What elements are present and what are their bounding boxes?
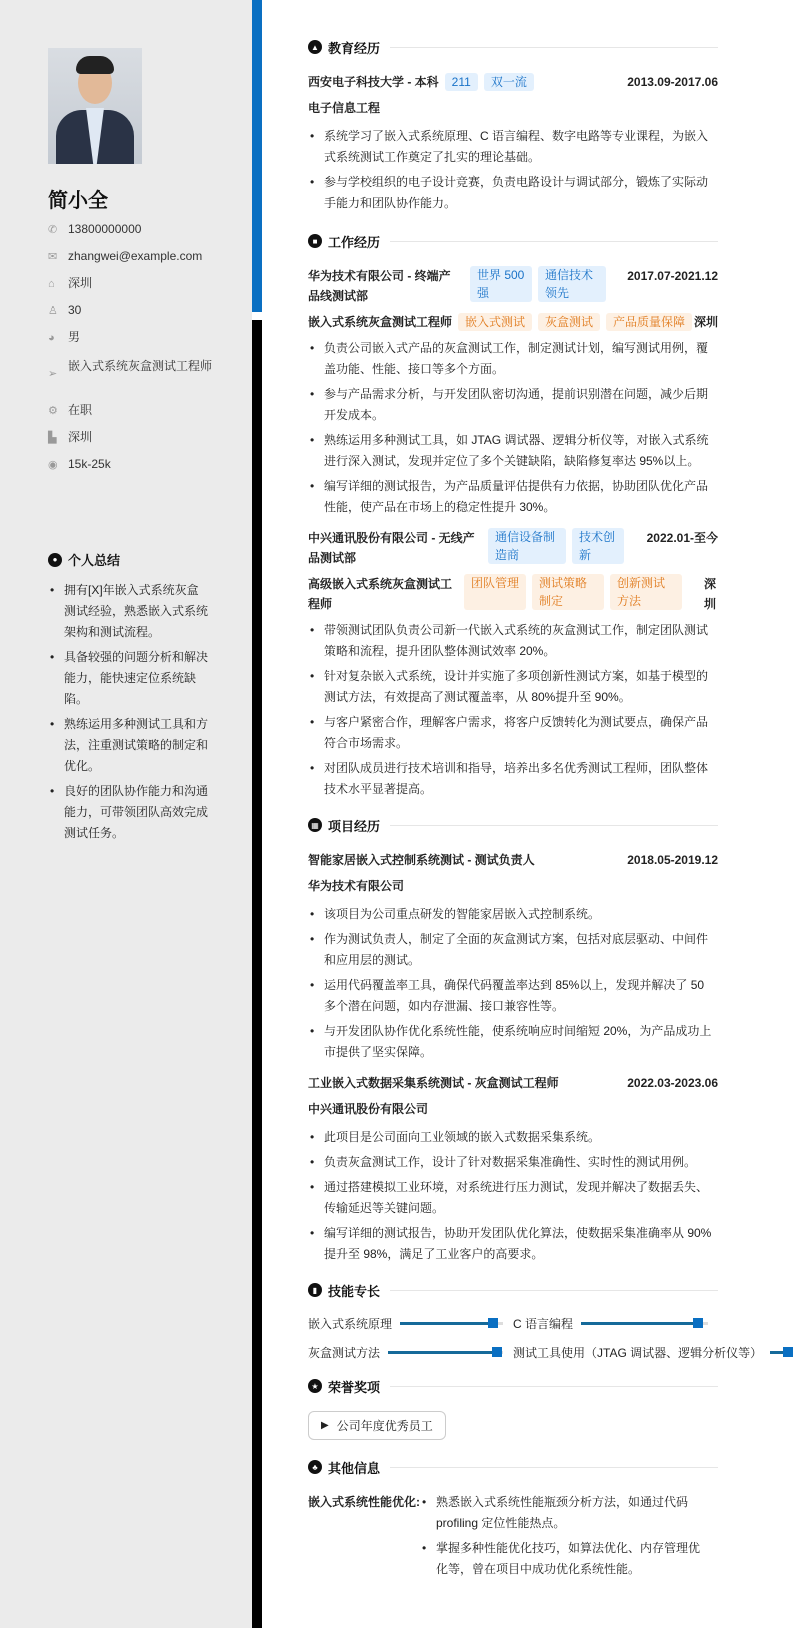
project-entry <box>308 850 718 1063</box>
section-title: 其他信息 <box>328 1460 381 1476</box>
tag: 测试策略制定 <box>532 574 604 610</box>
list-item: • 负责灰盒测试工作，设计了针对数据采集准确性、实时性的测试用例。 <box>308 1152 718 1173</box>
award-icon: ★ <box>308 1379 322 1393</box>
skill-name: C 语言编程 <box>513 1317 574 1331</box>
mail-icon: ✉ <box>48 251 58 263</box>
summary-title: 个人总结 <box>68 553 121 568</box>
accent-bar <box>252 0 262 312</box>
briefcase-icon: ■ <box>308 234 322 248</box>
skill-item <box>308 1344 513 1361</box>
coin-icon: ◉ <box>48 459 58 471</box>
profile-info <box>48 220 218 482</box>
project-entry <box>308 1073 718 1265</box>
list-item: • 负责公司嵌入式产品的灰盒测试工作，制定测试计划，编写测试用例，覆盖功能、性能、接口等多个方面。 <box>308 338 718 380</box>
divider-bar <box>252 320 262 1628</box>
education-heading <box>308 36 718 58</box>
chart-icon: ▮ <box>308 1283 322 1297</box>
main-content <box>308 36 763 1594</box>
job-entry <box>308 528 718 800</box>
list-item: • 作为测试负责人，制定了全面的灰盒测试方案，包括对底层驱动、中间件和应用层的测试。 <box>308 929 718 971</box>
list-item: • 通过搭建模拟工业环境，对系统进行压力测试，发现并解决了数据丢失、传输延迟等关键问题。 <box>308 1177 718 1219</box>
skill-knob <box>783 1347 793 1357</box>
date: 2018.05-2019.12 <box>627 853 718 867</box>
info-icon: ♣ <box>308 1460 322 1474</box>
project-name: 工业嵌入式数据采集系统测试 - 灰盒测试工程师 <box>308 1076 559 1090</box>
list-item: • 编写详细的测试报告，协助开发团队优化算法，使数据采集准确率从 90%提升至 98%，满足了工业客户的高要求。 <box>308 1223 718 1265</box>
tag: 通信技术领先 <box>538 266 606 302</box>
cake-icon: ♙ <box>48 305 58 317</box>
phone: 13800000000 <box>68 222 142 236</box>
gender: 男 <box>68 330 81 344</box>
skills-list <box>308 1315 763 1361</box>
other-info <box>308 1492 718 1594</box>
list-item: • 编写详细的测试报告，为产品质量评估提供有力依据，协助团队优化产品性能，使产品在市场上的稳定性提升 30%。 <box>308 476 718 518</box>
city: 深圳 <box>693 315 718 329</box>
skill-knob <box>492 1347 502 1357</box>
home-icon: ⌂ <box>48 278 55 290</box>
date: 2017.07-2021.12 <box>627 269 718 283</box>
major: 电子信息工程 <box>308 101 381 115</box>
other-heading <box>308 1456 718 1478</box>
tag: 双一流 <box>484 73 534 91</box>
role: 高级嵌入式系统灰盒测试工程师 <box>308 577 453 611</box>
skill-fill <box>581 1322 698 1325</box>
list-item: • 熟悉嵌入式系统性能瓶颈分析方法，如通过代码 profiling 定位性能热点。 <box>420 1492 710 1534</box>
awards-heading <box>308 1375 718 1397</box>
list-item: • 带领测试团队负责公司新一代嵌入式系统的灰盒测试工作，制定团队测试策略和流程，提升团队整体测试效率 20%。 <box>308 620 718 662</box>
projects-heading <box>308 814 718 836</box>
section-title: 项目经历 <box>328 818 381 834</box>
avatar <box>48 48 142 164</box>
list-item: • 与开发团队协作优化系统性能，使系统响应时间缩短 20%，为产品成功上市提供了坚实保障。 <box>308 1021 718 1063</box>
salary: 15k-25k <box>68 457 111 471</box>
list-item: • 良好的团队协作能力和沟通能力，可带领团队高效完成测试任务。 <box>48 781 208 844</box>
skill-fill <box>388 1351 497 1354</box>
skill-name: 测试工具使用（JTAG 调试器、逻辑分析仪等） <box>513 1346 763 1360</box>
list-item: • 参与产品需求分析，与开发团队密切沟通，提前识别潜在问题，减少后期开发成本。 <box>308 384 718 426</box>
skill-name: 灰盒测试方法 <box>308 1346 381 1360</box>
send-icon: ➢ <box>48 368 58 380</box>
skill-knob <box>488 1318 498 1328</box>
play-icon: ▶ <box>321 1420 329 1431</box>
list-item: • 该项目为公司重点研发的智能家居嵌入式控制系统。 <box>308 904 718 925</box>
list-item: • 熟练运用多种测试工具和方法，注重测试策略的制定和优化。 <box>48 714 208 777</box>
job-entry <box>308 266 718 518</box>
tag: 世界 500 强 <box>470 266 532 302</box>
list-item: • 拥有[X]年嵌入式系统灰盒测试经验，熟悉嵌入式系统架构和测试流程。 <box>48 580 208 643</box>
skill-knob <box>693 1318 703 1328</box>
tag: 产品质量保障 <box>606 313 692 331</box>
summary-heading <box>48 550 120 569</box>
work-heading <box>308 230 718 252</box>
section-title: 技能专长 <box>328 1283 381 1299</box>
tag: 灰盒测试 <box>538 313 600 331</box>
list-item: • 运用代码覆盖率工具，确保代码覆盖率达到 85%以上，发现并解决了 50 多个潜在问题，如内存泄漏、接口兼容性等。 <box>308 975 718 1017</box>
role: 嵌入式系统灰盒测试工程师 <box>308 315 453 329</box>
tag: 211 <box>445 73 478 91</box>
skill-bar <box>581 1322 708 1325</box>
status: 在职 <box>68 403 93 417</box>
tag: 创新测试方法 <box>610 574 682 610</box>
user-icon: ● <box>48 553 62 567</box>
company: 华为技术有限公司 <box>308 879 405 893</box>
skill-bar <box>400 1322 503 1325</box>
skill-item <box>513 1315 718 1332</box>
list-item: • 熟练运用多种测试工具，如 JTAG 调试器、逻辑分析仪等，对嵌入式系统进行深入测试，发现并定位了多个关键缺陷，缺陷修复率达 95%以上。 <box>308 430 718 472</box>
tag: 技术创新 <box>572 528 624 564</box>
age: 30 <box>68 303 82 317</box>
location: 深圳 <box>68 276 93 290</box>
skill-bar <box>770 1351 790 1354</box>
project-name: 智能家居嵌入式控制系统测试 - 测试负责人 <box>308 853 535 867</box>
phone-icon: ✆ <box>48 224 58 236</box>
building-icon: ▙ <box>48 432 57 444</box>
list-item: • 参与学校组织的电子设计竞赛，负责电路设计与调试部分，锻炼了实际动手能力和团队协作能力。 <box>308 172 718 214</box>
section-title: 教育经历 <box>328 40 381 56</box>
tag: 嵌入式测试 <box>458 313 532 331</box>
school: 西安电子科技大学 - 本科 <box>308 75 439 89</box>
company: 中兴通讯股份有限公司 - 无线产品测试部 <box>308 531 475 565</box>
list-item: • 掌握多种性能优化技巧，如算法优化、内存管理优化等，曾在项目中成功优化系统性能。 <box>420 1538 710 1580</box>
graduation-cap-icon: ▲ <box>308 40 322 54</box>
summary-list <box>48 580 208 848</box>
list-item: • 与客户紧密合作，理解客户需求，将客户反馈转化为测试要点，确保产品符合市场需求。 <box>308 712 718 754</box>
skill-fill <box>400 1322 493 1325</box>
award-item[interactable] <box>308 1411 446 1440</box>
tag: 通信设备制造商 <box>488 528 566 564</box>
skill-name: 嵌入式系统原理 <box>308 1317 393 1331</box>
grid-icon: ▦ <box>308 818 322 832</box>
list-item: • 系统学习了嵌入式系统原理、C 语言编程、数字电路等专业课程，为嵌入式系统测试工作奠定了扎实的理论基础。 <box>308 126 718 168</box>
skill-item <box>308 1315 513 1332</box>
company: 中兴通讯股份有限公司 <box>308 1102 429 1116</box>
position: 嵌入式系统灰盒测试工程师 <box>68 359 213 373</box>
date: 2013.09-2017.06 <box>627 75 718 89</box>
list-item: • 对团队成员进行技术培训和指导，培养出多名优秀测试工程师，团队整体技术水平显著提高。 <box>308 758 718 800</box>
date: 2022.01-至今 <box>646 531 718 545</box>
list-item: • 此项目是公司面向工业领域的嵌入式数据采集系统。 <box>308 1127 718 1148</box>
award-name: 公司年度优秀员工 <box>336 1419 433 1433</box>
gender-icon: ◕ <box>48 332 55 344</box>
list-item: • 针对复杂嵌入式系统，设计并实施了多项创新性测试方案，如基于模型的测试方法，有效提高了测试覆盖率，从 80%提升至 90%。 <box>308 666 718 708</box>
skills-heading <box>308 1279 718 1301</box>
skill-bar <box>388 1351 503 1354</box>
section-title: 荣誉奖项 <box>328 1379 381 1395</box>
gear-icon: ⚙ <box>48 405 58 417</box>
profile-name: 简小全 <box>48 190 108 212</box>
city: 深圳 <box>68 430 93 444</box>
company: 华为技术有限公司 - 终端产品线测试部 <box>308 269 451 303</box>
skill-item <box>513 1344 763 1361</box>
list-item: • 具备较强的问题分析和解决能力，能快速定位系统缺陷。 <box>48 647 208 710</box>
date: 2022.03-2023.06 <box>627 1076 718 1090</box>
tag: 团队管理 <box>464 574 526 610</box>
city: 深圳 <box>704 577 717 611</box>
email: zhangwei@example.com <box>68 249 203 263</box>
section-title: 工作经历 <box>328 234 381 250</box>
other-key: 嵌入式系统性能优化: <box>308 1495 420 1509</box>
